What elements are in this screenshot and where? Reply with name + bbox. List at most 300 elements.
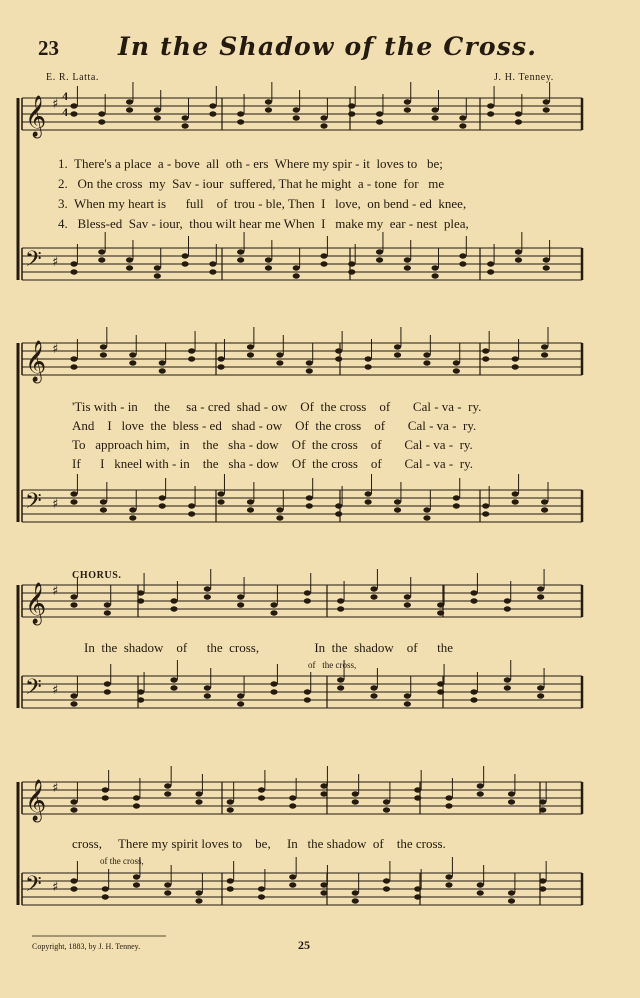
note-head — [335, 511, 342, 516]
note-head — [126, 99, 133, 104]
note-head — [432, 273, 439, 278]
note-head — [337, 606, 344, 611]
note-head — [170, 677, 177, 682]
note-head — [487, 103, 494, 108]
note-head — [470, 689, 477, 694]
chorus-echo-2: of the cross, — [100, 856, 144, 866]
note-head — [188, 511, 195, 516]
note-head — [237, 602, 244, 607]
note-head — [432, 107, 439, 112]
note-head — [195, 898, 202, 903]
verse-2-line-2: And I love the bless - ed shad - ow Of the cross of Cal - va - ry. — [72, 418, 477, 433]
note-head — [459, 261, 466, 266]
note-head — [276, 360, 283, 365]
note-head — [164, 890, 171, 895]
note-head — [289, 882, 296, 887]
note-head — [293, 265, 300, 270]
note-head — [508, 898, 515, 903]
note-head — [237, 249, 244, 254]
note-head — [70, 111, 77, 116]
note-head — [104, 681, 111, 686]
treble-clef-icon: 𝄞 — [25, 780, 47, 821]
note-head — [265, 107, 272, 112]
note-head — [126, 257, 133, 262]
note-head — [276, 507, 283, 512]
note-head — [129, 360, 136, 365]
time-signature: 4 — [62, 89, 68, 103]
note-head — [445, 882, 452, 887]
note-head — [133, 874, 140, 879]
note-head — [404, 602, 411, 607]
note-head — [445, 795, 452, 800]
note-head — [365, 356, 372, 361]
note-head — [182, 261, 189, 266]
note-head — [70, 356, 77, 361]
note-head — [100, 499, 107, 504]
note-head — [515, 111, 522, 116]
note-head — [306, 368, 313, 373]
note-head — [227, 886, 234, 891]
note-head — [237, 111, 244, 116]
note-head — [247, 344, 254, 349]
note-head — [383, 799, 390, 804]
treble-clef-icon: 𝄞 — [25, 583, 47, 624]
key-signature-sharp: ♯ — [52, 781, 59, 796]
note-head — [432, 115, 439, 120]
note-head — [289, 803, 296, 808]
note-head — [453, 368, 460, 373]
note-head — [445, 874, 452, 879]
note-head — [539, 886, 546, 891]
note-head — [104, 689, 111, 694]
note-head — [423, 360, 430, 365]
note-head — [320, 261, 327, 266]
note-head — [70, 261, 77, 266]
note-head — [217, 499, 224, 504]
note-head — [293, 273, 300, 278]
note-head — [270, 689, 277, 694]
note-head — [247, 352, 254, 357]
note-head — [543, 265, 550, 270]
note-head — [217, 364, 224, 369]
copyright-notice: Copyright, 1883, by J. H. Tenney. — [32, 942, 141, 951]
verse-3-line-1: 3. When my heart is full of trou - ble, Then I love, on bend - ed knee, — [58, 196, 467, 211]
note-head — [204, 594, 211, 599]
note-head — [459, 123, 466, 128]
note-head — [376, 249, 383, 254]
note-head — [414, 795, 421, 800]
note-head — [352, 898, 359, 903]
note-head — [512, 491, 519, 496]
note-head — [320, 253, 327, 258]
note-head — [70, 103, 77, 108]
note-head — [348, 261, 355, 266]
note-head — [227, 799, 234, 804]
note-head — [126, 265, 133, 270]
note-head — [404, 701, 411, 706]
note-head — [437, 681, 444, 686]
note-head — [453, 495, 460, 500]
note-head — [182, 123, 189, 128]
note-head — [383, 878, 390, 883]
note-head — [477, 783, 484, 788]
note-head — [159, 503, 166, 508]
note-head — [204, 586, 211, 591]
note-head — [129, 515, 136, 520]
key-signature-sharp: ♯ — [52, 880, 59, 895]
note-head — [276, 515, 283, 520]
note-head — [98, 249, 105, 254]
note-head — [188, 503, 195, 508]
note-head — [470, 590, 477, 595]
note-head — [383, 807, 390, 812]
note-head — [394, 352, 401, 357]
note-head — [423, 515, 430, 520]
note-head — [270, 610, 277, 615]
note-head — [164, 791, 171, 796]
note-head — [404, 107, 411, 112]
note-head — [188, 348, 195, 353]
note-head — [137, 590, 144, 595]
note-head — [515, 249, 522, 254]
note-head — [289, 795, 296, 800]
note-head — [512, 364, 519, 369]
chorus-line-2: cross, There my spirit loves to be, In the shadow of the cross. — [72, 836, 446, 851]
note-head — [276, 352, 283, 357]
note-head — [376, 257, 383, 262]
note-head — [539, 807, 546, 812]
note-head — [437, 602, 444, 607]
note-head — [320, 783, 327, 788]
note-head — [482, 356, 489, 361]
note-head — [370, 586, 377, 591]
key-signature-sharp: ♯ — [52, 97, 59, 112]
verse-3-line-2: To approach him, in the sha - dow Of the cross of Cal - va - ry. — [72, 437, 473, 452]
note-head — [237, 119, 244, 124]
note-head — [182, 115, 189, 120]
note-head — [209, 261, 216, 266]
note-head — [237, 257, 244, 262]
note-head — [258, 795, 265, 800]
note-head — [348, 103, 355, 108]
note-head — [504, 598, 511, 603]
key-signature-sharp: ♯ — [52, 584, 59, 599]
note-head — [98, 257, 105, 262]
note-head — [188, 356, 195, 361]
note-head — [508, 799, 515, 804]
note-head — [352, 890, 359, 895]
note-head — [539, 799, 546, 804]
verse-4-line-1: 4. Bless-ed Sav - iour, thou wilt hear me When I make my ear - nest plea, — [58, 216, 469, 231]
note-head — [335, 503, 342, 508]
note-head — [170, 606, 177, 611]
note-head — [487, 269, 494, 274]
note-head — [335, 348, 342, 353]
note-head — [133, 882, 140, 887]
note-head — [537, 693, 544, 698]
note-head — [306, 360, 313, 365]
page-number: 25 — [298, 938, 310, 952]
note-head — [365, 499, 372, 504]
note-head — [137, 689, 144, 694]
note-head — [437, 610, 444, 615]
note-head — [102, 894, 109, 899]
note-head — [335, 356, 342, 361]
note-head — [537, 685, 544, 690]
note-head — [304, 590, 311, 595]
note-head — [227, 807, 234, 812]
note-head — [504, 606, 511, 611]
note-head — [170, 598, 177, 603]
bass-clef-icon: 𝄢 — [25, 872, 42, 902]
note-head — [394, 499, 401, 504]
note-head — [154, 265, 161, 270]
note-head — [370, 594, 377, 599]
note-head — [365, 491, 372, 496]
note-head — [504, 677, 511, 682]
bass-clef-icon: 𝄢 — [25, 247, 42, 277]
note-head — [394, 344, 401, 349]
note-head — [247, 499, 254, 504]
note-head — [337, 677, 344, 682]
note-head — [306, 503, 313, 508]
note-head — [265, 257, 272, 262]
note-head — [70, 693, 77, 698]
note-head — [258, 894, 265, 899]
note-head — [237, 693, 244, 698]
note-head — [209, 269, 216, 274]
note-head — [482, 348, 489, 353]
note-head — [370, 685, 377, 690]
key-signature-sharp: ♯ — [52, 255, 59, 270]
note-head — [70, 594, 77, 599]
verse-1-line-2: 'Tis with - in the sa - cred shad - ow Of the cross of Cal - va - ry. — [72, 399, 482, 414]
note-head — [432, 265, 439, 270]
note-head — [70, 878, 77, 883]
chorus-echo-1: of the cross, — [308, 660, 357, 670]
note-head — [453, 503, 460, 508]
note-head — [337, 598, 344, 603]
note-head — [133, 803, 140, 808]
note-head — [159, 495, 166, 500]
verse-1-line-1: 1. There's a place a - bove all oth - ers Where my spir - it loves to be; — [58, 156, 443, 171]
note-head — [320, 791, 327, 796]
note-head — [265, 99, 272, 104]
bass-clef-icon: 𝄢 — [25, 675, 42, 705]
note-head — [217, 491, 224, 496]
note-head — [376, 119, 383, 124]
note-head — [70, 499, 77, 504]
note-head — [394, 507, 401, 512]
note-head — [477, 791, 484, 796]
note-head — [100, 507, 107, 512]
note-head — [102, 886, 109, 891]
note-head — [102, 795, 109, 800]
note-head — [543, 99, 550, 104]
note-head — [404, 693, 411, 698]
note-head — [70, 364, 77, 369]
note-head — [320, 882, 327, 887]
note-head — [100, 344, 107, 349]
note-head — [320, 115, 327, 120]
note-head — [98, 119, 105, 124]
verse-2-line-1: 2. On the cross my Sav - iour suffered, That he might a - tone for me — [58, 176, 445, 191]
note-head — [137, 598, 144, 603]
note-head — [539, 878, 546, 883]
note-head — [304, 689, 311, 694]
note-head — [270, 681, 277, 686]
note-head — [133, 795, 140, 800]
note-head — [543, 107, 550, 112]
key-signature-sharp: ♯ — [52, 342, 59, 357]
composer-credit: J. H. Tenney. — [494, 72, 554, 83]
note-head — [258, 886, 265, 891]
note-head — [217, 356, 224, 361]
note-head — [404, 257, 411, 262]
note-head — [182, 253, 189, 258]
note-head — [352, 791, 359, 796]
note-head — [154, 273, 161, 278]
time-signature: 4 — [62, 105, 68, 119]
chorus-label: CHORUS. — [72, 570, 122, 581]
note-head — [237, 594, 244, 599]
note-head — [195, 890, 202, 895]
note-head — [204, 685, 211, 690]
note-head — [227, 878, 234, 883]
note-head — [306, 495, 313, 500]
note-head — [365, 364, 372, 369]
note-head — [453, 360, 460, 365]
hymn-title: In the Shadow of the Cross. — [118, 32, 538, 61]
note-head — [70, 269, 77, 274]
note-head — [159, 368, 166, 373]
key-signature-sharp: ♯ — [52, 683, 59, 698]
chorus-line-1: In the shadow of the cross, In the shadow of the — [84, 640, 453, 655]
bass-clef-icon: 𝄢 — [25, 489, 42, 519]
note-head — [370, 693, 377, 698]
note-head — [477, 882, 484, 887]
note-head — [470, 697, 477, 702]
note-head — [265, 265, 272, 270]
note-head — [477, 890, 484, 895]
note-head — [70, 807, 77, 812]
treble-clef-icon: 𝄞 — [25, 96, 47, 137]
note-head — [508, 890, 515, 895]
note-head — [504, 685, 511, 690]
note-head — [159, 360, 166, 365]
note-head — [104, 602, 111, 607]
note-head — [70, 799, 77, 804]
note-head — [537, 594, 544, 599]
key-signature-sharp: ♯ — [52, 497, 59, 512]
note-head — [414, 894, 421, 899]
note-head — [98, 111, 105, 116]
note-head — [320, 890, 327, 895]
note-head — [320, 123, 327, 128]
note-head — [541, 352, 548, 357]
note-head — [204, 693, 211, 698]
note-head — [247, 507, 254, 512]
note-head — [404, 594, 411, 599]
note-head — [487, 111, 494, 116]
note-head — [414, 886, 421, 891]
note-head — [304, 598, 311, 603]
lyricist-credit: E. R. Latta. — [46, 72, 100, 83]
note-head — [404, 265, 411, 270]
note-head — [70, 886, 77, 891]
note-head — [304, 697, 311, 702]
verse-4-line-2: If I kneel with - in the sha - dow Of the cross of Cal - va - ry. — [72, 456, 473, 471]
note-head — [70, 491, 77, 496]
note-head — [293, 115, 300, 120]
note-head — [352, 799, 359, 804]
note-head — [543, 257, 550, 262]
note-head — [541, 507, 548, 512]
note-head — [104, 610, 111, 615]
note-head — [482, 503, 489, 508]
note-head — [293, 107, 300, 112]
note-head — [459, 115, 466, 120]
note-head — [154, 115, 161, 120]
note-head — [129, 352, 136, 357]
note-head — [100, 352, 107, 357]
note-head — [154, 107, 161, 112]
note-head — [170, 685, 177, 690]
note-head — [423, 507, 430, 512]
note-head — [541, 344, 548, 349]
note-head — [470, 598, 477, 603]
note-head — [164, 882, 171, 887]
note-head — [423, 352, 430, 357]
note-head — [164, 783, 171, 788]
note-head — [258, 787, 265, 792]
note-head — [541, 499, 548, 504]
note-head — [459, 253, 466, 258]
note-head — [209, 111, 216, 116]
note-head — [383, 886, 390, 891]
note-head — [195, 791, 202, 796]
note-head — [515, 119, 522, 124]
note-head — [102, 787, 109, 792]
note-head — [508, 791, 515, 796]
note-head — [209, 103, 216, 108]
note-head — [445, 803, 452, 808]
note-head — [289, 874, 296, 879]
note-head — [237, 701, 244, 706]
note-head — [126, 107, 133, 112]
treble-clef-icon: 𝄞 — [25, 341, 47, 382]
note-head — [137, 697, 144, 702]
note-head — [70, 701, 77, 706]
note-head — [537, 586, 544, 591]
note-head — [195, 799, 202, 804]
note-head — [70, 602, 77, 607]
note-head — [376, 111, 383, 116]
note-head — [482, 511, 489, 516]
note-head — [129, 507, 136, 512]
note-head — [512, 499, 519, 504]
note-head — [337, 685, 344, 690]
hymn-number: 23 — [38, 36, 59, 60]
note-head — [512, 356, 519, 361]
note-head — [437, 689, 444, 694]
note-head — [404, 99, 411, 104]
note-head — [348, 269, 355, 274]
note-head — [487, 261, 494, 266]
note-head — [348, 111, 355, 116]
note-head — [270, 602, 277, 607]
note-head — [414, 787, 421, 792]
